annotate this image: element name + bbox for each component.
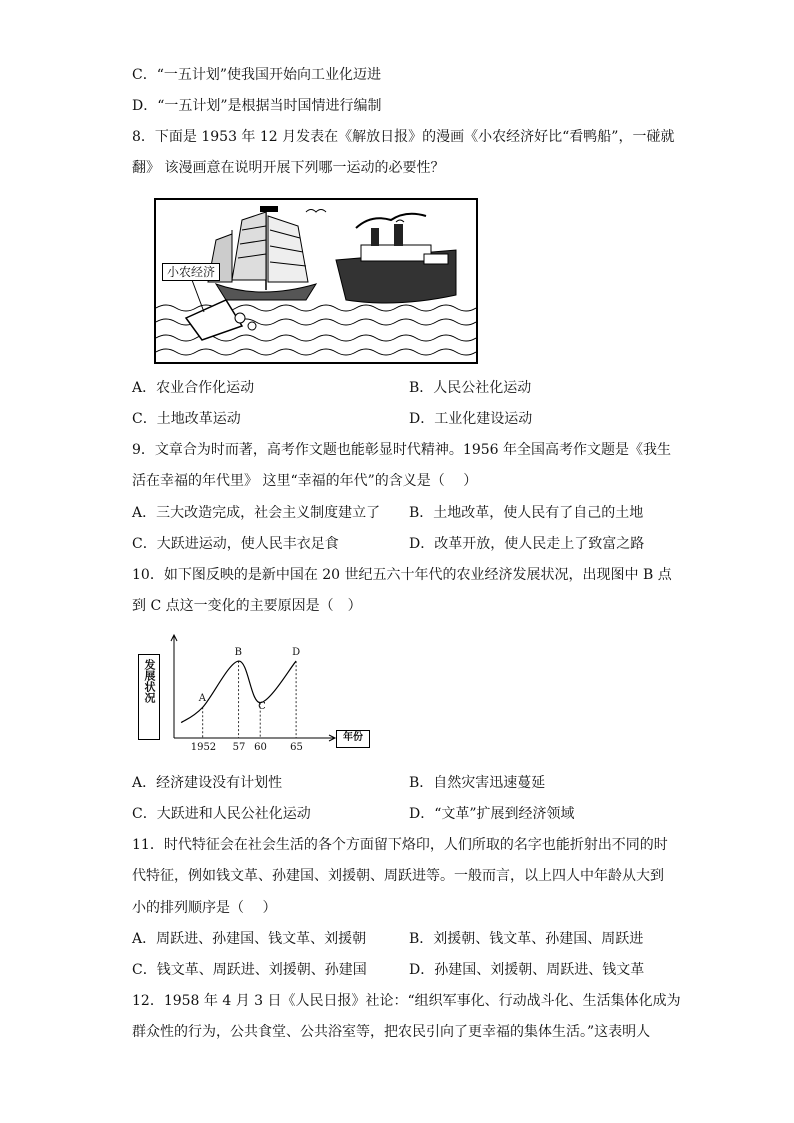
cartoon-drawing — [156, 200, 476, 362]
q9-options-row2 — [132, 534, 672, 554]
q9-option-d: D．改革开放，使人民走上了致富之路 — [409, 536, 645, 552]
q11-option-a: A．周跃进、孙建国、钱文革、刘援朝 — [132, 931, 367, 947]
chart-point-label-a: A — [198, 693, 206, 705]
q8-stem-line1: 8．下面是 1953 年 12 月发表在《解放日报》的漫画《小农经济好比“看鸭船”，一碰就 — [132, 129, 675, 145]
q7-option-d: D．“一五计划”是根据当时国情进行编制 — [132, 98, 382, 114]
q10-stem-line1: 10．如下图反映的是新中国在 20 世纪五六十年代的农业经济发展状况，出现图中 B 点 — [132, 567, 672, 583]
q8-option-a: A．农业合作化运动 — [132, 380, 255, 396]
q8-option-b: B．人民公社化运动 — [409, 380, 532, 396]
q10-option-b: B．自然灾害迅速蔓延 — [409, 775, 546, 791]
q11-options-row2 — [132, 960, 672, 980]
q9-option-b: B．土地改革，使人民有了自己的土地 — [409, 505, 644, 521]
cartoon-label-small-peasant-economy: 小农经济 — [162, 263, 220, 281]
q10-options-row1 — [132, 773, 672, 793]
q10-option-c: C．大跃进和人民公社化运动 — [132, 806, 311, 822]
q9-stem-line2: 活在幸福的年代里》 这里“幸福的年代”的含义是（ ） — [132, 473, 478, 489]
q8-option-d: D．工业化建设运动 — [409, 411, 533, 427]
q10-stem-line2: 到 C 点这一变化的主要原因是（ ） — [132, 598, 362, 614]
q10-option-a: A．经济建设没有计划性 — [132, 775, 283, 791]
q9-option-a: A．三大改造完成，社会主义制度建立了 — [132, 505, 381, 521]
q9-options-row1 — [132, 503, 672, 523]
q8-options-row1 — [132, 378, 672, 398]
chart-ylabel — [138, 654, 160, 740]
q11-stem-line3: 小的排列顺序是（ ） — [132, 900, 277, 916]
chart-point-label-b: B — [234, 647, 242, 659]
q7-option-c: C．“一五计划”使我国开始向工业化迈进 — [132, 67, 382, 83]
q8-options-row2 — [132, 409, 672, 429]
q9-option-c: C．大跃进运动，使人民丰衣足食 — [132, 536, 339, 552]
q11-stem-line1: 11．时代特征会在社会生活的各个方面留下烙印，人们所取的名字也能折射出不同的时 — [132, 837, 668, 853]
q12-stem-line1: 12．1958 年 4 月 3 日《人民日报》社论：“组织军事化、行动战斗化、生活集体化成为 — [132, 993, 681, 1009]
q11-option-c: C．钱文革、周跃进、刘援朝、孙建国 — [132, 962, 367, 978]
q10-options-row2 — [132, 804, 672, 824]
chart-point-label-d: D — [292, 647, 301, 659]
chart-point-label-c: C — [258, 700, 266, 712]
q11-option-d: D．孙建国、刘援朝、周跃进、钱文革 — [409, 962, 645, 978]
q10-option-d: D．“文革”扩展到经济领域 — [409, 806, 575, 822]
q11-options-row1 — [132, 929, 672, 949]
chart-x-tick-65: 65 — [290, 742, 303, 753]
q10-line-chart — [138, 632, 370, 753]
chart-xlabel: 年份 — [336, 730, 370, 748]
chart-x-tick-60: 60 — [254, 742, 267, 753]
q8-stem-line2: 翻》 该漫画意在说明开展下列哪一运动的必要性？ — [132, 160, 445, 176]
q12-stem-line2: 群众性的行为，公共食堂、公共浴室等，把农民引向了更幸福的集体生活。”这表明人 — [132, 1024, 651, 1040]
q11-stem-line2: 代特征，例如钱文革、孙建国、刘援朝、周跃进等。一般而言，以上四人中年龄从大到 — [132, 868, 664, 884]
chart-ylabel-text: 发展状况 — [143, 659, 156, 703]
chart-x-tick-1952: 1952 — [190, 742, 217, 753]
q9-stem-line1: 9．文章合为时而著，高考作文题也能彰显时代精神。1956 年全国高考作文题是《我生 — [132, 442, 671, 458]
q8-cartoon-image — [154, 198, 478, 364]
chart-x-tick-57: 57 — [232, 742, 246, 753]
q11-option-b: B．刘援朝、钱文革、孙建国、周跃进 — [409, 931, 644, 947]
q8-option-c: C．土地改革运动 — [132, 411, 241, 427]
